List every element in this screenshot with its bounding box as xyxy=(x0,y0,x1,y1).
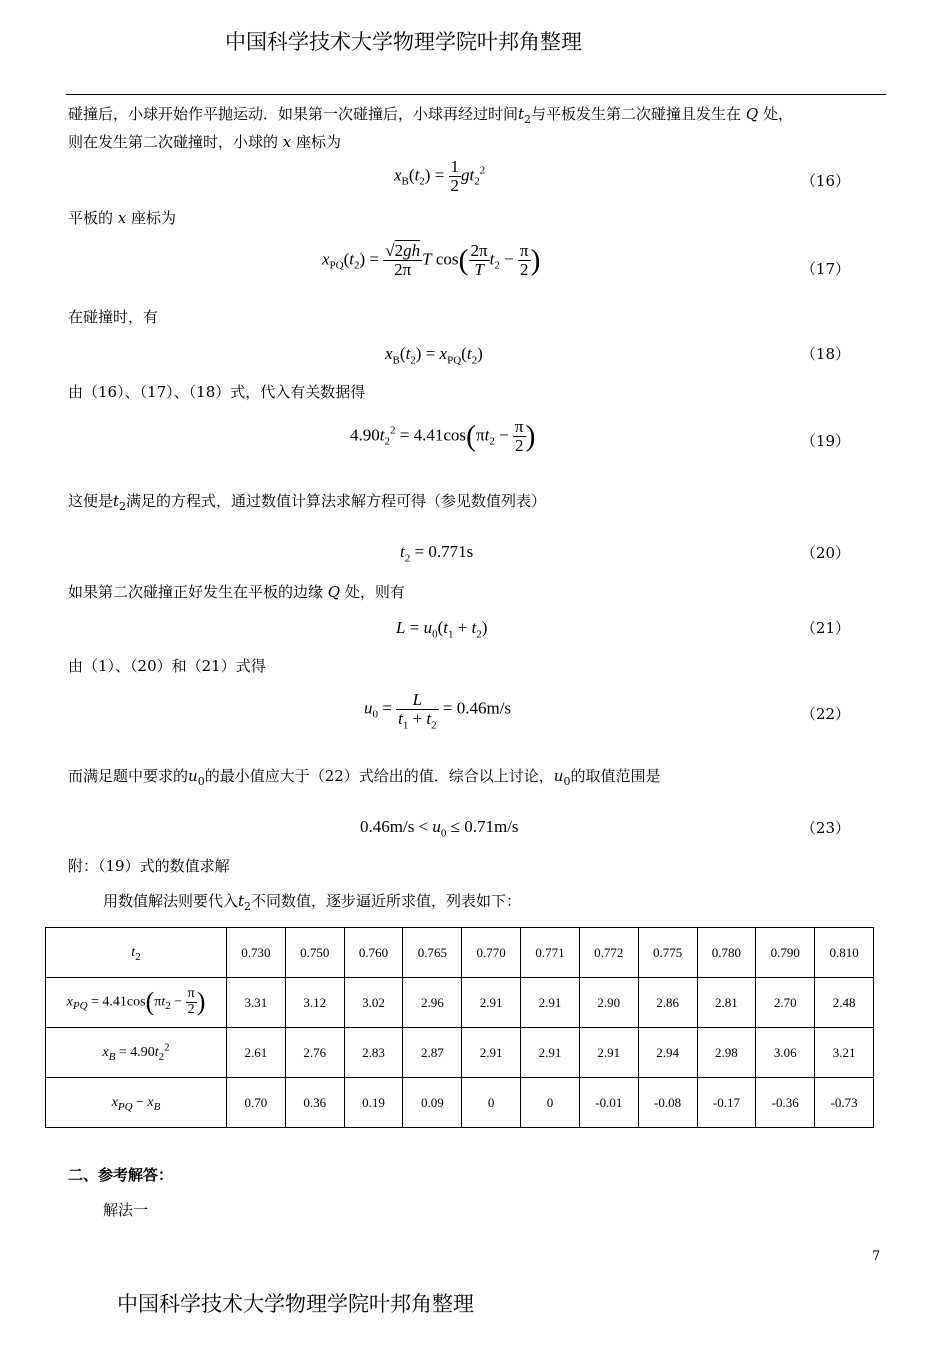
paragraph-3: 在碰撞时，有 xyxy=(68,308,159,326)
table-cell: 0.760 xyxy=(344,928,403,978)
table-row-xpq xyxy=(46,978,874,1028)
table-cell: 3.12 xyxy=(285,978,344,1028)
table-cell: 2.61 xyxy=(227,1028,286,1078)
table-cell: 0.810 xyxy=(815,928,874,978)
equation-number-23: （23） xyxy=(800,819,850,837)
page-footer: 中国科学技术大学物理学院叶邦角整理 xyxy=(117,1292,474,1316)
table-cell: -0.01 xyxy=(579,1078,638,1128)
table-cell: -0.36 xyxy=(756,1078,815,1128)
paragraph-5: 这便是$t_2$满足的方程式，通过数值计算法求解方程可得（参见数值列表） xyxy=(68,492,547,513)
table-row-xb xyxy=(46,1028,874,1078)
section-heading: 二、参考解答： xyxy=(68,1166,174,1184)
table-cell: 0.36 xyxy=(285,1078,344,1128)
table-cell: 0.19 xyxy=(344,1078,403,1128)
table-cell: 0.775 xyxy=(638,928,697,978)
equation-number-21: （21） xyxy=(800,619,850,637)
table-cell: 2.81 xyxy=(697,978,756,1028)
page-header: 中国科学技术大学物理学院叶邦角整理 xyxy=(225,30,582,54)
table-cell: 0.765 xyxy=(403,928,462,978)
header-rule xyxy=(66,94,886,95)
equation-22: $u_0$ = $\frac{L}{t_1 + t_2}$ = 0.46m/s xyxy=(364,690,512,732)
equation-21: $L = u_0(t_1 + t_2)$ xyxy=(396,618,488,641)
table-cell: 0.772 xyxy=(579,928,638,978)
equation-17: $x_{PQ}(t_2)$ = $\frac{√2gh}{2\pi}$ T cos( $\frac{2\pi}{T}$ $t_2$ − $\frac{\pi}{2}$ ) xyxy=(322,241,541,279)
equation-number-18: （18） xyxy=(800,345,850,363)
row-header-xpq: $x_{PQ} = 4.41\cos(\pi t_2$ − $\frac{\pi}{2}$ ) xyxy=(46,978,227,1028)
paragraph-8: 而满足题中要求的$u_0$的最小值应大于（22）式给出的值．综合以上讨论，$u_0$的取值范围是 xyxy=(68,767,661,788)
equation-18: $x_B(t_2) = x_{PQ}(t_2)$ xyxy=(385,344,483,367)
table-cell: 0.771 xyxy=(521,928,580,978)
table-cell: 0 xyxy=(462,1078,521,1128)
table-cell: 2.83 xyxy=(344,1028,403,1078)
table-cell: -0.08 xyxy=(638,1078,697,1128)
paragraph-4: 由（16）、（17）、（18）式，代入有关数据得 xyxy=(68,383,366,401)
table-cell: 2.91 xyxy=(521,978,580,1028)
equation-number-17: （17） xyxy=(800,260,850,278)
table-cell: 0 xyxy=(521,1078,580,1128)
table-cell: 0.780 xyxy=(697,928,756,978)
row-header-t2: $t_2$ xyxy=(46,928,227,978)
equation-number-22: （22） xyxy=(800,705,850,723)
table-cell: 2.76 xyxy=(285,1028,344,1078)
page-number: 7 xyxy=(872,1249,881,1264)
table-cell: 2.94 xyxy=(638,1028,697,1078)
table-cell: -0.17 xyxy=(697,1078,756,1128)
paragraph-1: 碰撞后，小球开始作平抛运动．如果第一次碰撞后，小球再经过时间$t_2$与平板发生第二次碰撞且发生在 Q 处， xyxy=(68,105,793,126)
table-cell: 2.86 xyxy=(638,978,697,1028)
equation-number-16: （16） xyxy=(800,172,850,190)
table-cell: 0.09 xyxy=(403,1078,462,1128)
table-cell: 0.790 xyxy=(756,928,815,978)
table-cell: 2.90 xyxy=(579,978,638,1028)
table-cell: 2.70 xyxy=(756,978,815,1028)
row-header-xb: $x_B = 4.90t_2^2$ xyxy=(46,1028,227,1078)
table-row-diff xyxy=(46,1078,874,1128)
table-cell: 2.91 xyxy=(462,1028,521,1078)
equation-number-19: （19） xyxy=(800,432,850,450)
table-cell: 0.70 xyxy=(227,1078,286,1128)
equation-23: $0.46m/s < u_0 \le 0.71m/s$ xyxy=(360,817,519,840)
equation-20: $t_2 = 0.771s$ xyxy=(400,542,474,565)
equation-16: $x_B(t_2)$ = $\frac{1}{2}$ $gt_2^2$ xyxy=(394,157,486,195)
table-cell: 2.87 xyxy=(403,1028,462,1078)
table-cell: 0.770 xyxy=(462,928,521,978)
paragraph-2: 平板的 x 座标为 xyxy=(68,209,177,227)
table-cell: 2.96 xyxy=(403,978,462,1028)
table-cell: 2.98 xyxy=(697,1028,756,1078)
numeric-table xyxy=(45,927,874,1128)
paragraph-6: 如果第二次碰撞正好发生在平板的边缘 Q 处，则有 xyxy=(68,583,405,601)
paragraph-7: 由（1）、（20）和（21）式得 xyxy=(68,657,266,675)
solution-label: 解法一 xyxy=(103,1201,149,1219)
table-cell: -0.73 xyxy=(815,1078,874,1128)
paragraph-1-line2: 则在发生第二次碰撞时，小球的 x 座标为 xyxy=(68,133,342,151)
table-cell: 2.91 xyxy=(521,1028,580,1078)
equation-number-20: （20） xyxy=(800,544,850,562)
table-cell: 2.91 xyxy=(462,978,521,1028)
appendix-intro: 用数值解法则要代入$t_2$不同数值，逐步逼近所求值，列表如下： xyxy=(103,892,522,913)
appendix-heading: 附：（19）式的数值求解 xyxy=(68,857,230,875)
table-cell: 2.48 xyxy=(815,978,874,1028)
table-row-t2 xyxy=(46,928,874,978)
table-cell: 0.730 xyxy=(227,928,286,978)
table-cell: 2.91 xyxy=(579,1028,638,1078)
row-header-diff: $x_{PQ} - x_B$ xyxy=(46,1078,227,1128)
table-cell: 0.750 xyxy=(285,928,344,978)
table-cell: 3.31 xyxy=(227,978,286,1028)
table-cell: 3.06 xyxy=(756,1028,815,1078)
table-cell: 3.21 xyxy=(815,1028,874,1078)
table-cell: 3.02 xyxy=(344,978,403,1028)
equation-19: $4.90t_2^2 = 4.41\cos(\pi t_2$ − $\frac{\pi}{2}$ ) xyxy=(350,417,536,455)
